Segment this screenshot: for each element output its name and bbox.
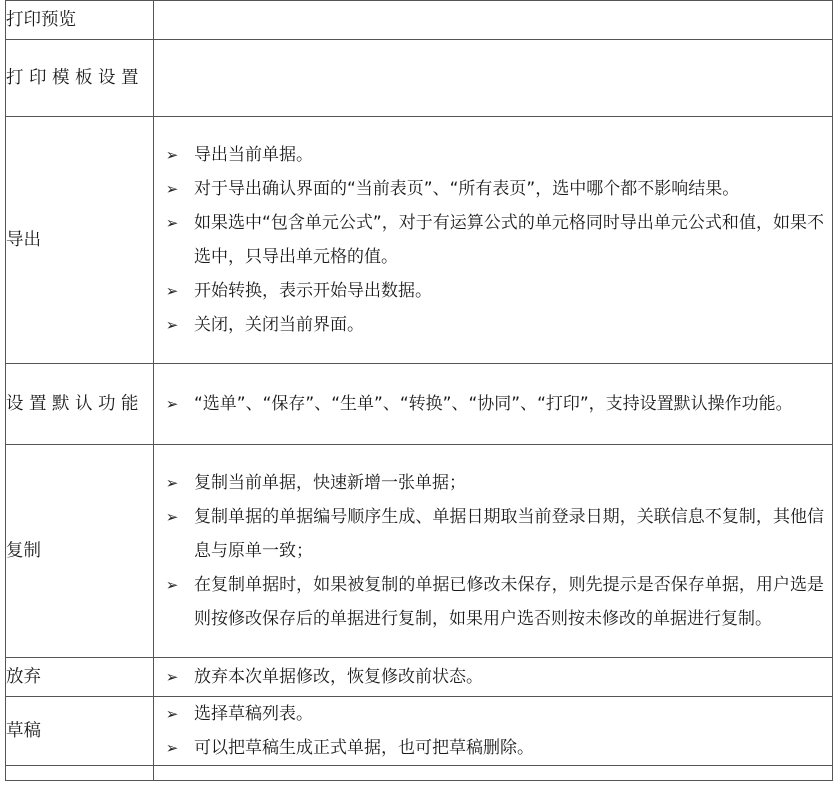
- bullet-arrow-icon: ➢: [165, 395, 179, 413]
- list-item: ➢ 在复制单据时，如果被复制的单据已修改未保存，则先提示是否保存单据，用户选是则按修改保存后的单据进行复制，如果用户选否则按未修改的单据进行复制。: [154, 568, 832, 636]
- function-description: [154, 697, 833, 766]
- list-item: ➢ 复制当前单据，快速新增一张单据；: [154, 466, 832, 500]
- bullet-arrow-icon: ➢: [165, 316, 179, 334]
- function-description: [154, 364, 833, 445]
- bullet-arrow-icon: ➢: [165, 739, 179, 757]
- table-row: [6, 658, 833, 697]
- bullet-arrow-icon: ➢: [165, 576, 179, 594]
- bullet-arrow-icon: ➢: [165, 705, 179, 723]
- bullet-arrow-icon: ➢: [165, 282, 179, 300]
- function-name: 放弃: [6, 658, 154, 697]
- list-item: ➢ 选择草稿列表。: [154, 697, 832, 731]
- table-row: [6, 445, 833, 658]
- list-item: ➢ 放弃本次单据修改，恢复修改前状态。: [154, 660, 832, 694]
- list-item: ➢ 导出当前单据。: [154, 138, 832, 172]
- function-name: 设置默认功能: [6, 364, 154, 445]
- list-item: ➢ 复制单据的单据编号顺序生成、单据日期取当前登录日期，关联信息不复制，其他信息与原单一致；: [154, 500, 832, 568]
- function-description: [154, 658, 833, 697]
- function-name: 打印预览: [6, 1, 154, 40]
- bullet-arrow-icon: ➢: [165, 214, 179, 232]
- function-description: [154, 40, 833, 117]
- function-name: 草稿: [6, 697, 154, 766]
- bullet-arrow-icon: ➢: [165, 474, 179, 492]
- table-row-continued: [6, 766, 833, 781]
- empty-cell: [154, 766, 833, 781]
- function-name: 导出: [6, 117, 154, 364]
- empty-cell: [6, 766, 154, 781]
- list-item: ➢ “选单”、“保存”、“生单”、“转换”、“协同”、“打印”，支持设置默认操作功能。: [154, 387, 832, 421]
- table-row: [6, 40, 833, 117]
- list-item: ➢ 关闭，关闭当前界面。: [154, 308, 832, 342]
- list-item: ➢ 如果选中“包含单元公式”，对于有运算公式的单元格同时导出单元公式和值，如果不选中，只导出单元格的值。: [154, 206, 832, 274]
- list-item: ➢ 开始转换，表示开始导出数据。: [154, 274, 832, 308]
- bullet-arrow-icon: ➢: [165, 180, 179, 198]
- function-table: [5, 0, 833, 781]
- function-description: [154, 1, 833, 40]
- bullet-arrow-icon: ➢: [165, 668, 179, 686]
- bullet-arrow-icon: ➢: [165, 146, 179, 164]
- table-row: [6, 364, 833, 445]
- bullet-arrow-icon: ➢: [165, 508, 179, 526]
- list-item: ➢ 可以把草稿生成正式单据，也可把草稿删除。: [154, 731, 832, 765]
- table-row: [6, 117, 833, 364]
- function-description: [154, 117, 833, 364]
- function-name: 复制: [6, 445, 154, 658]
- function-description: [154, 445, 833, 658]
- function-name: 打印模板设置: [6, 40, 154, 117]
- list-item: ➢ 对于导出确认界面的“当前表页”、“所有表页”，选中哪个都不影响结果。: [154, 172, 832, 206]
- table-row: [6, 1, 833, 40]
- table-row: [6, 697, 833, 766]
